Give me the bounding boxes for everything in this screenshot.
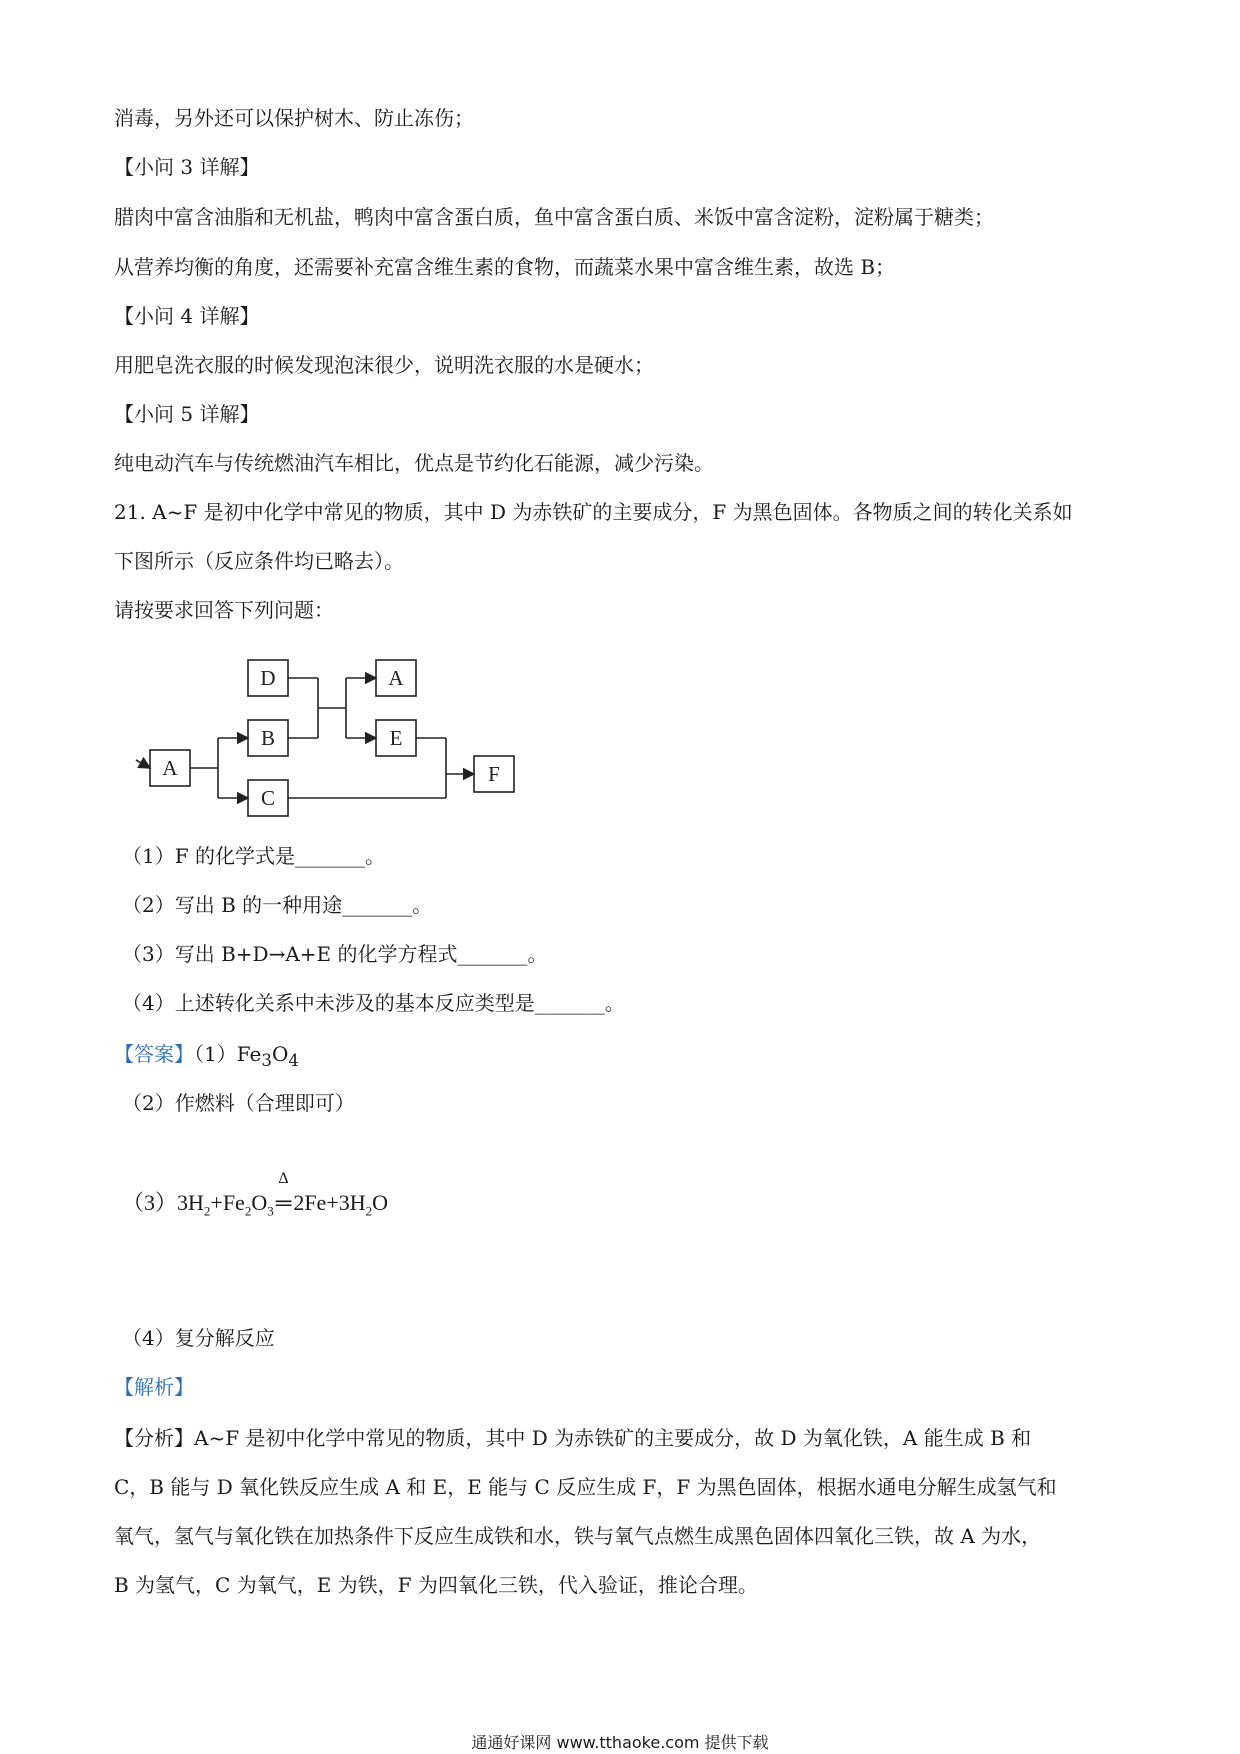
subscript: 3 [261,1051,272,1070]
analysis-label: 【解析】 [114,1375,194,1399]
subscript: 2 [203,1203,211,1219]
subscript: 2 [244,1203,252,1219]
answer-4: （4）复分解反应 [122,1326,275,1350]
box-label: D [260,666,276,690]
analysis-line: 氧气，氢气与氧化铁在加热条件下反应生成铁和水，铁与氧气点燃生成黑色固体四氧化三铁，故 A 为水， [114,1524,1042,1548]
formula-part: O [372,1190,388,1215]
question-item: （4）上述转化关系中未涉及的基本反应类型是_______。 [122,991,625,1015]
analysis-line: B 为氢气，C 为氧气，E 为铁，F 为四氧化三铁，代入验证，推论合理。 [114,1573,758,1597]
answer-text: O [271,1042,289,1066]
question-item: （3）写出 B+D→A+E 的化学方程式_______。 [122,942,548,966]
heat-equals-sign [275,1170,292,1216]
text-line: 纯电动汽车与传统燃油汽车相比，优点是节约化石能源，减少污染。 [114,451,714,475]
box-label: C [260,786,276,810]
footer: 通通好课网 www.tthaoke.com 提供下载 [471,1733,769,1752]
analysis-line: C，B 能与 D 氧化铁反应生成 A 和 E，E 能与 C 反应生成 F，F 为黑色固体，根据水通电分解生成氢气和 [114,1475,1057,1499]
question-item: （2）写出 B 的一种用途_______。 [122,893,433,917]
analysis-line: 【分析】A~F 是初中化学中常见的物质，其中 D 为赤铁矿的主要成分，故 D 为氧化铁，A 能生成 B 和 [114,1426,1032,1450]
text-line: 腊肉中富含油脂和无机盐，鸭肉中富含蛋白质，鱼中富含蛋白质、米饭中富含淀粉，淀粉属于糖类； [114,205,994,229]
question-stem: 下图所示（反应条件均已略去）。 [114,549,404,573]
answer-label: 【答案】 [114,1042,194,1066]
box-label: B [260,726,276,750]
formula-part: O [251,1190,268,1215]
question-item: （1）F 的化学式是_______。 [122,844,385,868]
equation [122,1170,388,1219]
answer-1 [114,1040,299,1075]
formula-part: 2Fe+3H [293,1190,366,1215]
arrow-into-a [136,760,150,768]
subquestion-heading: 【小问 5 详解】 [114,402,260,426]
formula-part: +Fe [210,1190,245,1215]
subscript: 2 [365,1203,373,1219]
subquestion-heading: 【小问 3 详解】 [114,155,260,179]
answer-2: （2）作燃料（合理即可） [122,1091,355,1115]
equals-symbol: ═ [275,1190,292,1215]
box-label: E [389,726,403,750]
box-label: A [162,756,178,780]
answer-text: （1）Fe [194,1042,262,1066]
question-prompt: 请按要求回答下列问题： [114,598,334,622]
subscript: 3 [267,1203,274,1219]
answer-number: （3） [122,1190,178,1215]
delta-symbol: Δ [278,1170,289,1187]
text-line: 消毒，另外还可以保护树木、防止冻伤； [114,106,474,130]
box-label: A [388,666,404,690]
text-line: 用肥皂洗衣服的时候发现泡沫很少，说明洗衣服的水是硬水； [114,353,654,377]
subquestion-heading: 【小问 4 详解】 [114,304,260,328]
formula-part: 3H [177,1190,204,1215]
text-line: 从营养均衡的角度，还需要补充富含维生素的食物，而蔬菜水果中富含维生素，故选 B； [114,255,896,279]
box-label: F [488,762,500,786]
question-stem: 21. A~F 是初中化学中常见的物质，其中 D 为赤铁矿的主要成分，F 为黑色固体。各物质之间的转化关系如 [114,500,1073,524]
subscript: 4 [288,1051,299,1070]
